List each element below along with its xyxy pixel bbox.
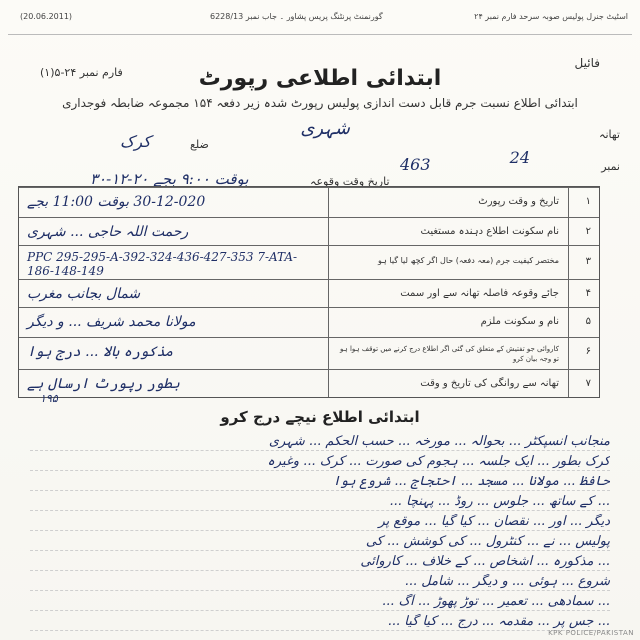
narrative-line: ... کے ساتھ ... جلوس ... روڈ ... پہنچا ...	[389, 494, 610, 509]
date-label: تاریخ وقت وقوعہ	[310, 175, 390, 188]
row-label: کاروائی جو تفتیش کے متعلق کی گئی اگر اطلاع درج کرنے میں توقف ہوا ہو تو وجہ بیان کرو	[340, 345, 559, 363]
row-value: مولانا محمد شریف ... و دیگر	[27, 314, 196, 330]
ruled-line	[30, 490, 610, 491]
page-subtitle: ابتدائی اطلاع نسبت جرم قابل دست اندازی پولیس رپورٹ شدہ زیر دفعہ ۱۵۴ مجموعہ ضابطہ فوجداری	[62, 96, 578, 110]
header-press-info: گورنمنٹ پرنٹنگ پریس پشاور ۔ جاب نمبر 6228/13	[210, 12, 383, 21]
row-number: ۴	[585, 288, 591, 299]
row-label: نام سکونت اطلاع دہندہ مستغیث	[420, 226, 559, 237]
row-number: ۵	[585, 316, 591, 327]
date-value: ۳۰-۱۲-۲۰ بوقت ۹:۰۰ بجے	[90, 170, 249, 188]
row-label: تاریخ و وقت رپورٹ	[478, 196, 559, 207]
row-number: ۳	[585, 256, 591, 267]
table-row	[19, 369, 599, 398]
table-row	[19, 307, 599, 338]
table-row	[19, 245, 599, 280]
row-number: ۲	[585, 226, 591, 237]
narrative-line: ... مذکورہ ... اشخاص ... کے خلاف ... کاروائی	[360, 554, 610, 569]
narrative-line: ... جس پر ... مقدمہ ... درج ... کیا گیا ...	[387, 614, 610, 629]
narrative-line: ... سمادھی ... تعمیر ... توڑ پھوڑ ... آگ ...	[382, 594, 610, 609]
row-value: مذکورہ بالا ... درج ہوا	[27, 344, 173, 360]
ruled-line	[30, 590, 610, 591]
row-label: جائے وقوعہ فاصلہ تھانہ سے اور سمت	[400, 288, 559, 299]
fir-number: 463	[400, 155, 431, 174]
district-label: ضلع	[190, 138, 209, 151]
ruled-line	[30, 630, 610, 631]
thana-value: شہری	[300, 118, 350, 139]
narrative-line: دیگر ... اور ... نقصان ... کیا گیا ... موقع پر	[378, 514, 610, 529]
header-divider	[8, 34, 632, 35]
header-form-title: اسٹیٹ جنرل پولیس صوبہ سرحد فارم نمبر ۲۴	[474, 12, 628, 21]
ruled-line	[30, 530, 610, 531]
narrative-line: حافظ ... مولانا ... مسجد ... احتجاج ... شروع ہوا	[332, 474, 610, 489]
header-date: (20.06.2011)	[20, 12, 73, 21]
photo-credit: KPK POLICE/PAKISTAN	[548, 629, 634, 637]
ruled-line	[30, 570, 610, 571]
narrative-line: منجانب انسپکٹر ... بحوالہ ... مورخہ ... حسب الحکم ... شہری	[268, 434, 610, 449]
row-value: PPC 295-295-A-392-324-436-427-353 7-ATA-186-148-149	[27, 250, 298, 278]
ruled-line	[30, 510, 610, 511]
file-label: فائیل	[574, 56, 600, 70]
thana-label: تھانہ	[599, 128, 620, 141]
row-value: شمال بجانب مغرب	[27, 286, 141, 302]
table-row	[19, 217, 599, 246]
row-number: ۶	[585, 346, 591, 357]
ruled-line	[30, 550, 610, 551]
row-label: نام و سکونت ملزم	[480, 316, 559, 327]
section-heading: ابتدائی اطلاع نیچے درج کرو	[220, 408, 420, 426]
row-value: بطور رپورٹ ارسال ہے	[27, 376, 180, 392]
row-number: ۱	[585, 196, 591, 207]
table-row	[19, 337, 599, 370]
row-label: مختصر کیفیت جرم (معہ دفعہ) حال اگر کچھ لیا گیا ہو	[378, 256, 559, 265]
document-header	[0, 0, 640, 40]
ruled-line	[30, 610, 610, 611]
district-value: کرک	[120, 132, 151, 151]
narrative-line: شروع ... ہوئی ... و دیگر ... شامل ...	[404, 574, 610, 589]
number-value: 24	[509, 148, 530, 167]
fir-form-table	[18, 186, 600, 398]
row-label: تھانہ سے روانگی کی تاریخ و وقت	[420, 378, 559, 389]
table-row	[19, 279, 599, 308]
page-title: ابتدائی اطلاعی رپورٹ	[198, 66, 442, 91]
number-label: نمبر	[601, 160, 620, 173]
row-value: 30-12-020 بوقت 11:00 بجے	[27, 194, 206, 210]
margin-number: ۱۹۵	[40, 392, 58, 405]
row-number: ۷	[585, 378, 591, 389]
narrative-line: کرک بطور ... ایک جلسہ ... ہجوم کی صورت ... کرک ... وغیرہ	[267, 454, 610, 469]
narrative-line: پولیس ... نے ... کنٹرول ... کی کوشش ... کی	[365, 534, 610, 549]
ruled-line	[30, 450, 610, 451]
ruled-line	[30, 470, 610, 471]
form-number: فارم نمبر ۲۴-۵(۱)	[40, 66, 123, 79]
table-row	[19, 187, 599, 218]
row-value: رحمت اللہ حاجی ... شہری	[27, 224, 189, 240]
